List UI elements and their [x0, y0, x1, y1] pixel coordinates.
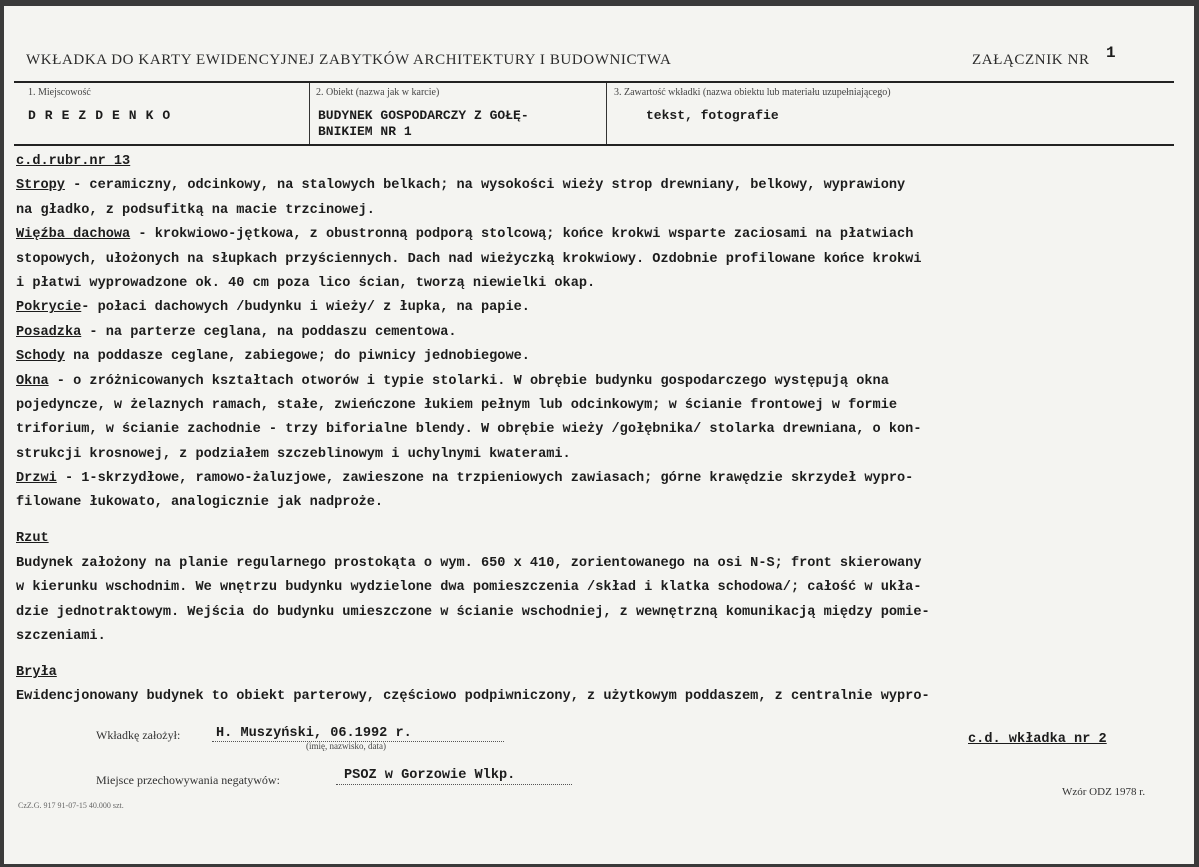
continuation-heading: c.d.rubr.nr 13 — [16, 154, 131, 169]
contents-label: 3. Zawartość wkładki (nazwa obiektu lub materiału uzupełniającego) — [614, 87, 891, 98]
negatives-location-label: Miejsce przechowywania negatywów: — [96, 773, 280, 787]
wiezba-text-3: i płatwi wyprowadzone ok. 40 cm poza lico ścian, tworzą niewielki okap. — [16, 275, 596, 291]
drzwi-text-1: - 1-skrzydłowe, ramowo-żaluzjowe, zawieszone na trzpieniowych zawiasach; górne krawędzie skrzydeł wypro- — [56, 471, 914, 487]
locality-label: 1. Miejscowość — [28, 87, 91, 98]
form-title: WKŁADKA DO KARTY EWIDENCYJNEJ ZABYTKÓW ARCHITEKTURY I BUDOWNICTWA — [26, 52, 672, 68]
author-field-hint: (imię, nazwisko, data) — [306, 741, 386, 751]
rzut-text-2: w kierunku wschodnim. We wnętrzu budynku wydzielone dwa pomieszczenia /skład i klatka schodowa/; całość w ukła- — [16, 580, 922, 596]
continuation-note: c.d. wkładka nr 2 — [968, 732, 1107, 747]
section-heading-rzut: Rzut — [16, 531, 49, 547]
attachment-number: 1 — [1106, 44, 1116, 62]
section-heading-pokrycie: Pokrycie — [16, 300, 82, 316]
pokrycie-text: - połaci dachowych /budynku i wieży/ z łupka, na papie. — [81, 300, 530, 316]
rzut-text-1: Budynek założony na planie regularnego prostokąta o wym. 650 x 410, zorientowanego na osi N-S; front skierowany — [16, 555, 922, 571]
locality-value: DREZDENKO — [28, 108, 180, 123]
bryla-text-1: Ewidencjonowany budynek to obiekt parterowy, częściowo podpiwniczony, z użytkowym poddaszem, z centralnie wypro- — [16, 689, 930, 705]
print-info: CzZ.G. 917 91-07-15 40.000 szt. — [18, 801, 124, 810]
section-heading-wiezba: Więźba dachowa — [16, 227, 131, 243]
okna-text-1: - o zróżnicowanych kształtach otworów i typie stolarki. W obrębie budynku gospodarczego występują okna — [48, 373, 889, 389]
stropy-text-1: - ceramiczny, odcinkowy, na stalowych belkach; na wysokości wieży strop drewniany, belkowy, wyprawiony — [64, 178, 906, 194]
field-divider-1 — [309, 83, 310, 144]
object-label: 2. Obiekt (nazwa jak w karcie) — [316, 87, 440, 98]
stropy-text-2: na gładko, z podsufitką na macie trzcinowej. — [16, 202, 375, 218]
section-heading-okna: Okna — [16, 373, 49, 389]
top-rule — [14, 81, 1174, 83]
description-body — [16, 150, 1181, 710]
section-heading-drzwi: Drzwi — [16, 471, 57, 487]
okna-text-2: pojedyncze, w żelaznych ramach, stałe, zwieńczone łukiem pełnym lub odcinkowym; w ścianie frontowej w formie — [16, 397, 898, 413]
posadzka-text: - na parterze ceglana, na poddaszu cementowa. — [81, 324, 457, 340]
author-label: Wkładkę założył: — [96, 728, 181, 742]
negatives-location-value: PSOZ w Gorzowie Wlkp. — [344, 768, 516, 783]
author-value: H. Muszyński, 06.1992 r. — [216, 726, 412, 741]
section-heading-posadzka: Posadzka — [16, 324, 82, 340]
drzwi-text-2: filowane łukowato, analogicznie jak nadproże. — [16, 495, 384, 511]
form-template-code: Wzór ODZ 1978 r. — [1062, 786, 1146, 798]
section-heading-bryla: Bryła — [16, 665, 57, 681]
wiezba-text-2: stopowych, ułożonych na słupkach przyściennych. Dach nad wieżyczką krokwiowy. Ozdobnie profilowane końce krokwi — [16, 251, 922, 267]
header-bottom-rule — [14, 144, 1174, 146]
rzut-text-4: szczeniami. — [16, 629, 106, 645]
section-heading-stropy: Stropy — [16, 178, 65, 194]
attachment-label: ZAŁĄCZNIK NR — [972, 52, 1090, 68]
field-divider-2 — [606, 83, 607, 144]
rzut-text-3: dzie jednotraktowym. Wejścia do budynku umieszczone w ścianie wschodniej, z wewnętrzną komunikacją między pomie- — [16, 604, 930, 620]
object-value-line-1: BUDYNEK GOSPODARCZY Z GOŁĘ- — [318, 108, 529, 123]
section-heading-schody: Schody — [16, 349, 65, 365]
contents-value: tekst, fotografie — [646, 108, 779, 123]
okna-text-4: strukcji krosnowej, z podziałem szczeblinowym i uchylnymi kwaterami. — [16, 446, 571, 462]
object-value-line-2: BNIKIEM NR 1 — [318, 124, 412, 139]
okna-text-3: triforium, w ścianie zachodnie - trzy biforialne blendy. W obrębie wieży /gołębnika/ stolarka drewniana, o kon- — [16, 422, 922, 438]
record-sheet — [4, 6, 1194, 864]
negatives-dotted-line — [336, 784, 572, 785]
wiezba-text-1: - krokwiowo-jętkowa, z obustronną podporą stolcową; końce krokwi wsparte zaciosami na płatwiach — [130, 227, 914, 243]
schody-text: na poddasze ceglane, zabiegowe; do piwnicy jednobiegowe. — [64, 349, 530, 365]
